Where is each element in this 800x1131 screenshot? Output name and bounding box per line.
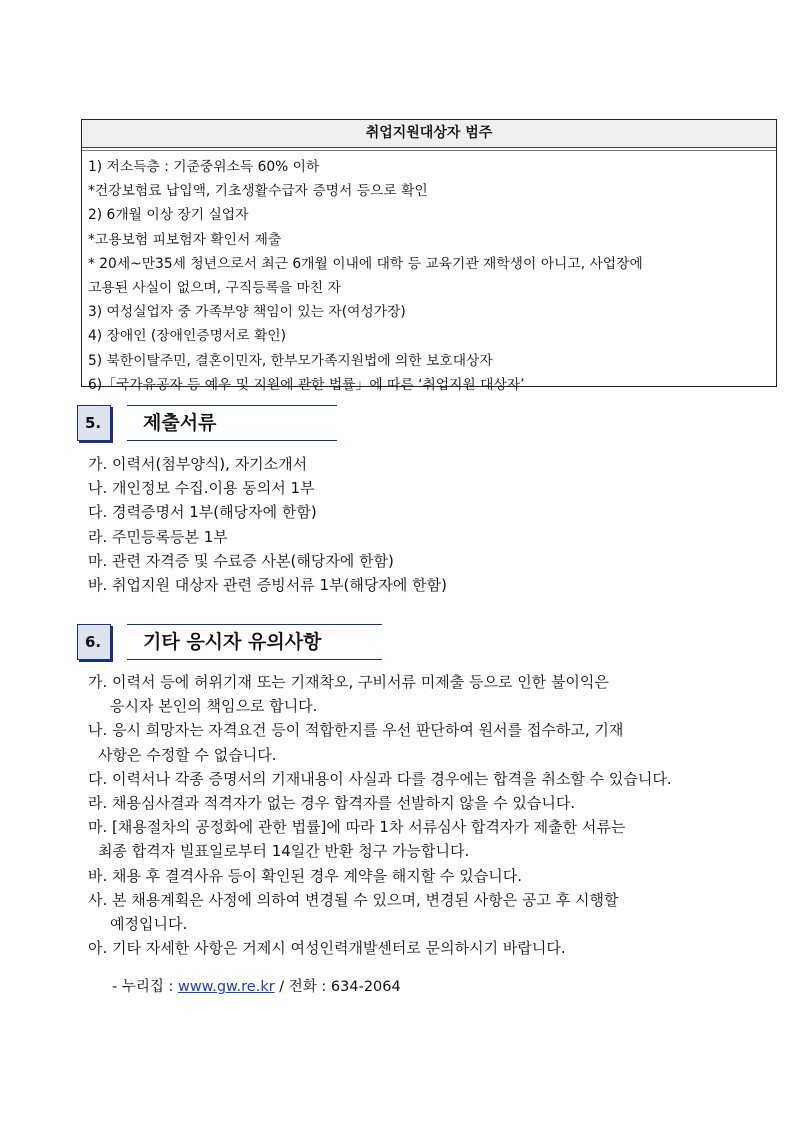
list-item: 라. 채용심사결과 적격자가 없는 경우 합격자를 선발하지 않을 수 있습니다. [88,793,576,812]
list-item: 다. 경력증명서 1부(해당자에 한함) [88,503,317,522]
box-line: 6)「국가유공자 등 예우 및 지원에 관한 법률」에 따른 ‘취업지원 대상자’ [88,376,525,393]
list-item: 바. 취업지원 대상자 관련 증빙서류 1부(해당자에 한함) [88,575,447,594]
box-line: 1) 저소득층 : 기준중위소득 60% 이하 [88,159,320,175]
box-line: *건강보험료 납입액, 기초생활수급자 증명서 등으로 확인 [88,183,428,200]
eligibility-box-title: 취업지원대상자 범주 [82,120,776,148]
list-item: 마. [채용절차의 공정화에 관한 법률]에 따라 1차 서류심사 합격자가 제출한 서류는 [88,818,626,837]
eligibility-box-body [82,150,776,397]
list-item: 바. 채용 후 결격사유 등이 확인된 경우 계약을 해지할 수 있습니다. [88,866,522,885]
list-item-continued: 응시자 본인의 책임으로 합니다. [110,697,318,716]
box-line: 3) 여성실업자 중 가족부양 책임이 있는 자(여성가장) [88,304,406,321]
box-line: * 20세~만35세 청년으로서 최근 6개월 이내에 대학 등 교육기관 재학생이 아니고, 사업장에 [88,255,643,272]
section5-list [88,452,447,597]
contact-line [112,975,401,996]
list-item: 나. 응시 희망자는 자격요건 등이 적합한지를 우선 판단하여 원서를 접수하고, 기재 [88,721,624,740]
list-item: 다. 이력서나 각종 증명서의 기재내용이 사실과 다를 경우에는 합격을 취소할 수 있습니다. [88,769,672,788]
list-item: 가. 이력서(첨부양식), 자기소개서 [88,455,308,473]
list-item: 사. 본 채용계획은 사정에 의하여 변경될 수 있으며, 변경된 사항은 공고 후 시행할 [88,890,619,909]
list-item-continued: 예정입니다. [110,914,188,933]
box-line: *고용보험 피보험자 확인서 제출 [88,231,282,248]
section5-number: 5. [77,405,111,441]
list-item-continued: 최종 합격자 빌표일로부터 14일간 반환 청구 가능합니다. [98,842,470,861]
box-line: 4) 장애인 (장애인증명서로 확인) [88,328,287,345]
homepage-link[interactable]: www.gw.re.kr [177,979,275,995]
list-item: 마. 관련 자격증 및 수료증 사본(해당자에 한함) [88,551,394,570]
section6-number: 6. [77,624,111,660]
contact-prefix: - 누리집 : [112,979,178,995]
box-line: 5) 북한이탈주민, 결혼이민자, 한부모가족지원법에 의한 보호대상자 [88,352,493,369]
eligibility-box [81,119,777,393]
box-line: 고용된 사실이 없으며, 구직등록을 마친 자 [88,279,341,296]
section6-list [88,670,672,960]
section6-title: 기타 응시자 유의사항 [127,624,382,660]
list-item-continued: 사항은 수정할 수 없습니다. [98,745,277,764]
list-item: 나. 개인정보 수집.이용 동의서 1부 [88,479,315,498]
contact-suffix: / 전화 : 634-2064 [274,979,401,995]
list-item: 아. 기타 자세한 사항은 거제시 여성인력개발센터로 문의하시기 바랍니다. [88,939,566,958]
list-item: 가. 이력서 등에 허위기재 또는 기재착오, 구비서류 미제출 등으로 인한 불이익은 [88,673,609,691]
list-item: 라. 주민등록등본 1부 [88,527,228,546]
section5-title: 제출서류 [127,405,337,441]
box-line: 2) 6개월 이상 장기 실업자 [88,207,249,224]
